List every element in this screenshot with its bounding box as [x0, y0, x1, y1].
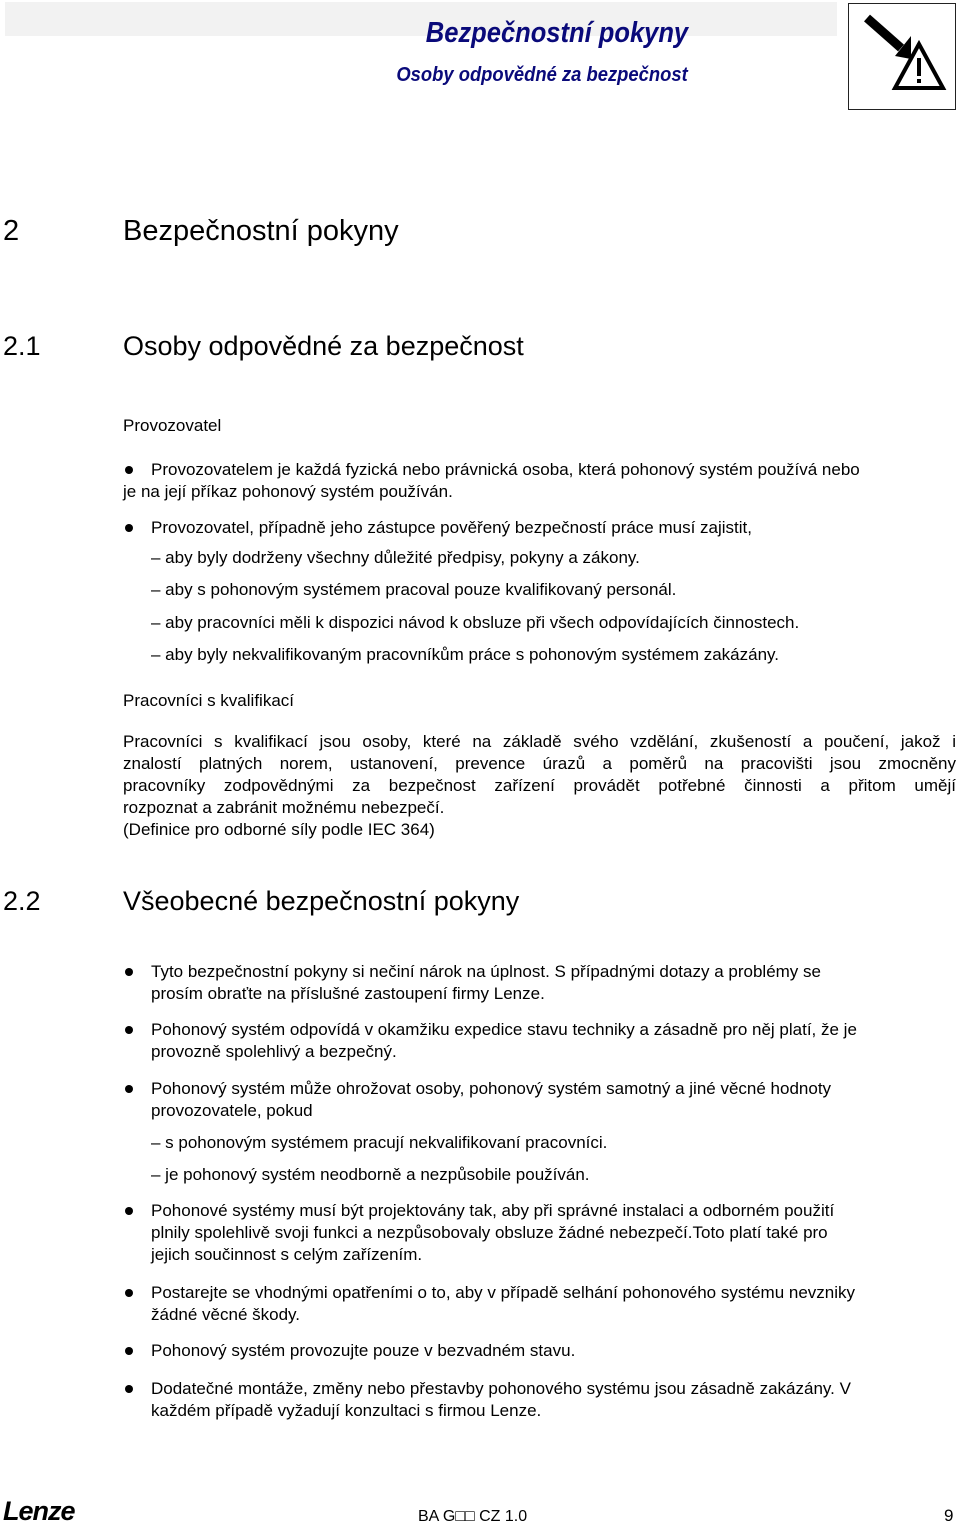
header-title: Bezpečnostní pokyny	[425, 17, 688, 49]
text-line: Pohonové systémy musí být projektovány tak, aby při správné instalaci a odborném použití	[151, 1201, 835, 1220]
dash-item: – je pohonový systém neodborně a nezpůsobile používán.	[151, 1165, 590, 1184]
list-item-text: Provozovatel, případně jeho zástupce pověřený bezpečností práce musí zajistit,	[151, 518, 753, 537]
operator-heading: Provozovatel	[123, 416, 222, 435]
text-line: rozpoznat a zabránit možnému nebezpečí.	[123, 798, 445, 817]
header-subtitle: Osoby odpovědné za bezpečnost	[396, 64, 688, 86]
bullet-icon	[125, 1085, 133, 1093]
list-item	[123, 459, 956, 481]
page-number: 9	[944, 1506, 954, 1525]
bullet-icon	[125, 1026, 133, 1034]
subsection-number: 2.1	[3, 331, 41, 361]
list-item	[123, 961, 956, 1005]
text-line: (Definice pro odborné síly podle IEC 364)	[123, 820, 435, 839]
list-item	[123, 1282, 956, 1326]
text-line: Postarejte se vhodnými opatřeními o to, aby v případě selhání pohonového systému nevzniky	[151, 1283, 856, 1302]
dash-item: – aby s pohonovým systémem pracoval pouze kvalifikovaný personál.	[151, 580, 677, 599]
text-line: Dodatečné montáže, změny nebo přestavby pohonového systému jsou zásadně zakázány. V	[151, 1379, 851, 1398]
list-item	[123, 1078, 956, 1122]
text-line: Pohonový systém odpovídá v okamžiku expedice stavu techniky a zásadně pro něj platí, že je	[151, 1020, 857, 1039]
section-title: Bezpečnostní pokyny	[123, 215, 399, 247]
text-line: pracovníky zodpovědnými za bezpečnost zařízení provádět potřebné činnosti a přitom umějí	[123, 776, 956, 795]
dash-item: – aby byly dodrženy všechny důležité předpisy, pokyny a zákony.	[151, 548, 640, 567]
text-line: znalostí platných norem, ustanovení, prevence úrazů a poměrů na pracovišti jsou zmocněny	[123, 754, 956, 773]
lenze-logo: Lenze	[3, 1496, 75, 1526]
dash-item: – aby byly nekvalifikovaným pracovníkům práce s pohonovým systémem zakázány.	[151, 645, 780, 664]
text-line: provozovatele, pokud	[151, 1101, 313, 1120]
list-item	[123, 1200, 956, 1266]
text-line: Tyto bezpečnostní pokyny si nečiní nárok na úplnost. S případnými dotazy a problémy se	[151, 962, 821, 981]
bullet-icon	[125, 1347, 133, 1355]
warning-arrow-icon	[848, 3, 956, 110]
bullet-icon	[125, 524, 133, 532]
subsection-number: 2.2	[3, 886, 41, 916]
text-line: je na její příkaz pohonový systém používán.	[123, 482, 453, 501]
bullet-icon	[125, 1385, 133, 1393]
list-item	[123, 1378, 956, 1422]
section-number: 2	[3, 215, 20, 247]
text-line: provozně spolehlivý a bezpečný.	[151, 1042, 397, 1061]
qualified-heading: Pracovníci s kvalifikací	[123, 691, 294, 710]
text-line: žádné věcné škody.	[151, 1305, 300, 1324]
text-line: Pohonový systém může ohrožovat osoby, pohonový systém samotný a jiné věcné hodnoty	[151, 1079, 832, 1098]
list-item	[123, 517, 956, 539]
bullet-icon	[125, 968, 133, 976]
document-code: BA G□□ CZ 1.0	[418, 1508, 528, 1525]
qualified-paragraph	[123, 731, 956, 841]
text-line: Provozovatelem je každá fyzická nebo právnická osoba, která pohonový systém používá nebo	[151, 460, 860, 479]
dash-item: – s pohonovým systémem pracují nekvalifikovaní pracovníci.	[151, 1133, 608, 1152]
subsection-title: Všeobecné bezpečnostní pokyny	[123, 886, 520, 916]
subsection-title: Osoby odpovědné za bezpečnost	[123, 331, 524, 361]
header-banner	[5, 2, 837, 108]
bullet-icon	[125, 1207, 133, 1215]
list-item	[123, 1019, 956, 1063]
text-line: každém případě vyžadují konzultaci s firmou Lenze.	[151, 1401, 542, 1420]
text-line: jejich součinnost s celým zařízením.	[151, 1245, 423, 1264]
list-item	[123, 1340, 956, 1362]
bullet-icon	[125, 466, 133, 474]
dash-item: – aby pracovníci měli k dispozici návod k obsluze při všech odpovídajících činnostech.	[151, 613, 800, 632]
bullet-icon	[125, 1289, 133, 1297]
text-line: plnily spolehlivě svoji funkci a nezpůsobovaly obsluze žádné nebezpečí.Toto platí také pro	[151, 1223, 828, 1242]
text-line: Pohonový systém provozujte pouze v bezvadném stavu.	[151, 1341, 576, 1360]
text-line: prosím obraťte na příslušné zastoupení firmy Lenze.	[151, 984, 545, 1003]
text-line: Pracovníci s kvalifikací jsou osoby, které na základě svého vzdělání, zkušeností a poučení, jakož i	[123, 732, 956, 751]
